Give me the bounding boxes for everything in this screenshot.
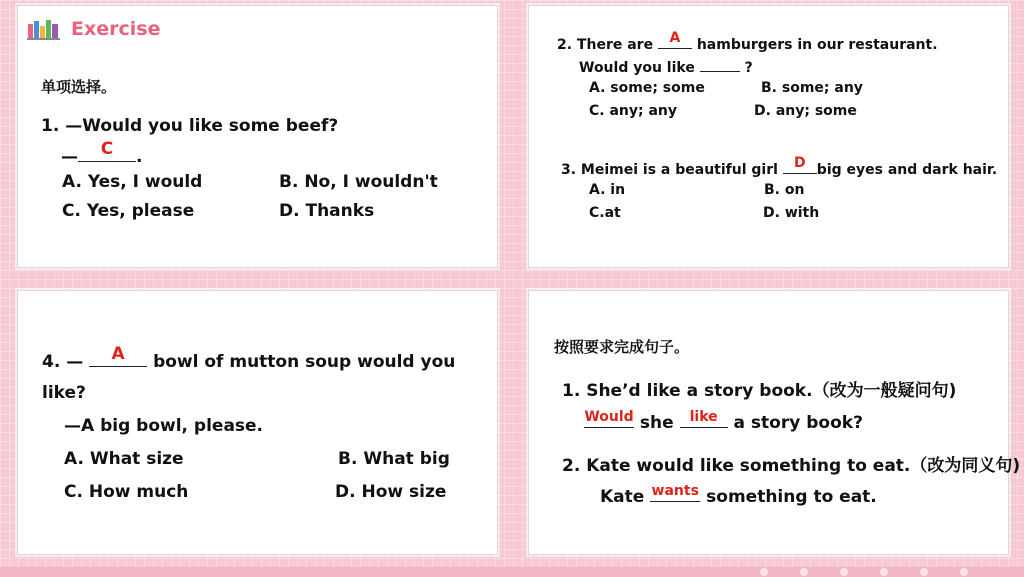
answer-blank bbox=[78, 139, 136, 162]
answer-letter: D bbox=[793, 155, 806, 171]
q4-suffix: bowl of mutton soup would you bbox=[153, 352, 456, 372]
q3-option-b: B. on bbox=[764, 182, 805, 198]
decor-dot bbox=[840, 568, 848, 576]
answer-blank bbox=[89, 344, 147, 367]
answer-blank bbox=[650, 484, 700, 502]
answer-letter: A bbox=[669, 30, 681, 46]
q2-line2-prefix: Would you like bbox=[579, 60, 695, 76]
question-1-stem: 1. —Would you like some beef? bbox=[41, 116, 339, 136]
sentence-1-answer bbox=[584, 410, 863, 433]
instruction-single-choice: 单项选择。 bbox=[41, 78, 117, 96]
q3-prefix: 3. Meimei is a beautiful girl bbox=[561, 162, 778, 178]
s1-mid: she bbox=[639, 413, 674, 433]
exercise-panel-1 bbox=[17, 5, 498, 268]
question-3-line bbox=[561, 155, 998, 178]
sentence-2-answer bbox=[600, 484, 877, 507]
answer-word: like bbox=[689, 409, 718, 425]
answer-letter: C bbox=[100, 139, 114, 159]
q3-option-c: C.at bbox=[589, 205, 621, 221]
answer-word: Would bbox=[584, 409, 634, 425]
q2-line2-suffix: ? bbox=[744, 60, 753, 76]
decor-dot bbox=[760, 568, 768, 576]
option-a: A. Yes, I would bbox=[62, 172, 203, 192]
q3-suffix: big eyes and dark hair. bbox=[816, 162, 998, 178]
sentence-1-original: 1. She’d like a story book.（改为一般疑问句) bbox=[562, 381, 957, 401]
books-icon bbox=[27, 18, 61, 40]
instruction-complete-sentences: 按照要求完成句子。 bbox=[554, 338, 690, 356]
q4-option-c: C. How much bbox=[64, 482, 189, 502]
decor-dot bbox=[800, 568, 808, 576]
exercise-panel-3 bbox=[17, 290, 498, 555]
option-d: D. Thanks bbox=[279, 201, 375, 221]
q2-prefix: 2. There are bbox=[557, 37, 654, 53]
s2-end: something to eat. bbox=[706, 487, 877, 507]
reply-dash: — bbox=[61, 147, 78, 167]
blank-line bbox=[700, 57, 740, 72]
exercise-title: Exercise bbox=[71, 18, 161, 40]
option-c: C. Yes, please bbox=[62, 201, 195, 221]
s2-prefix: Kate bbox=[600, 487, 645, 507]
answer-blank bbox=[783, 155, 817, 174]
q4-option-b: B. What big bbox=[338, 449, 450, 469]
question-4-reply: —A big bowl, please. bbox=[64, 416, 264, 436]
q3-option-a: A. in bbox=[589, 182, 626, 198]
question-4-line2: like? bbox=[42, 383, 86, 403]
q3-option-d: D. with bbox=[763, 205, 820, 221]
q2-option-b: B. some; any bbox=[761, 80, 863, 96]
reply-period: . bbox=[136, 147, 143, 167]
s1-end: a story book? bbox=[733, 413, 863, 433]
decor-dot bbox=[960, 568, 968, 576]
q4-prefix: 4. — bbox=[42, 352, 84, 372]
q4-option-d: D. How size bbox=[335, 482, 447, 502]
q2-option-d: D. any; some bbox=[754, 103, 857, 119]
answer-blank-1 bbox=[584, 410, 634, 428]
decor-dot bbox=[880, 568, 888, 576]
sentence-2-original: 2. Kate would like something to eat.（改为同义句) bbox=[562, 456, 1021, 476]
q4-option-a: A. What size bbox=[64, 449, 184, 469]
question-1-reply bbox=[61, 139, 143, 167]
question-2-line2 bbox=[579, 57, 753, 76]
question-2-line1 bbox=[557, 30, 938, 53]
option-b: B. No, I wouldn't bbox=[279, 172, 438, 192]
q2-suffix: hamburgers in our restaurant. bbox=[696, 37, 938, 53]
q2-option-a: A. some; some bbox=[589, 80, 705, 96]
answer-blank bbox=[658, 30, 692, 49]
q2-option-c: C. any; any bbox=[589, 103, 678, 119]
answer-letter: A bbox=[111, 344, 125, 364]
question-4-line1 bbox=[42, 344, 456, 372]
exercise-panel-2 bbox=[528, 5, 1009, 268]
exercise-panel-4 bbox=[528, 290, 1021, 555]
answer-word: wants bbox=[651, 483, 699, 499]
decor-dot bbox=[920, 568, 928, 576]
bottom-decoration-strip bbox=[0, 567, 1024, 577]
answer-blank-2 bbox=[680, 410, 728, 428]
